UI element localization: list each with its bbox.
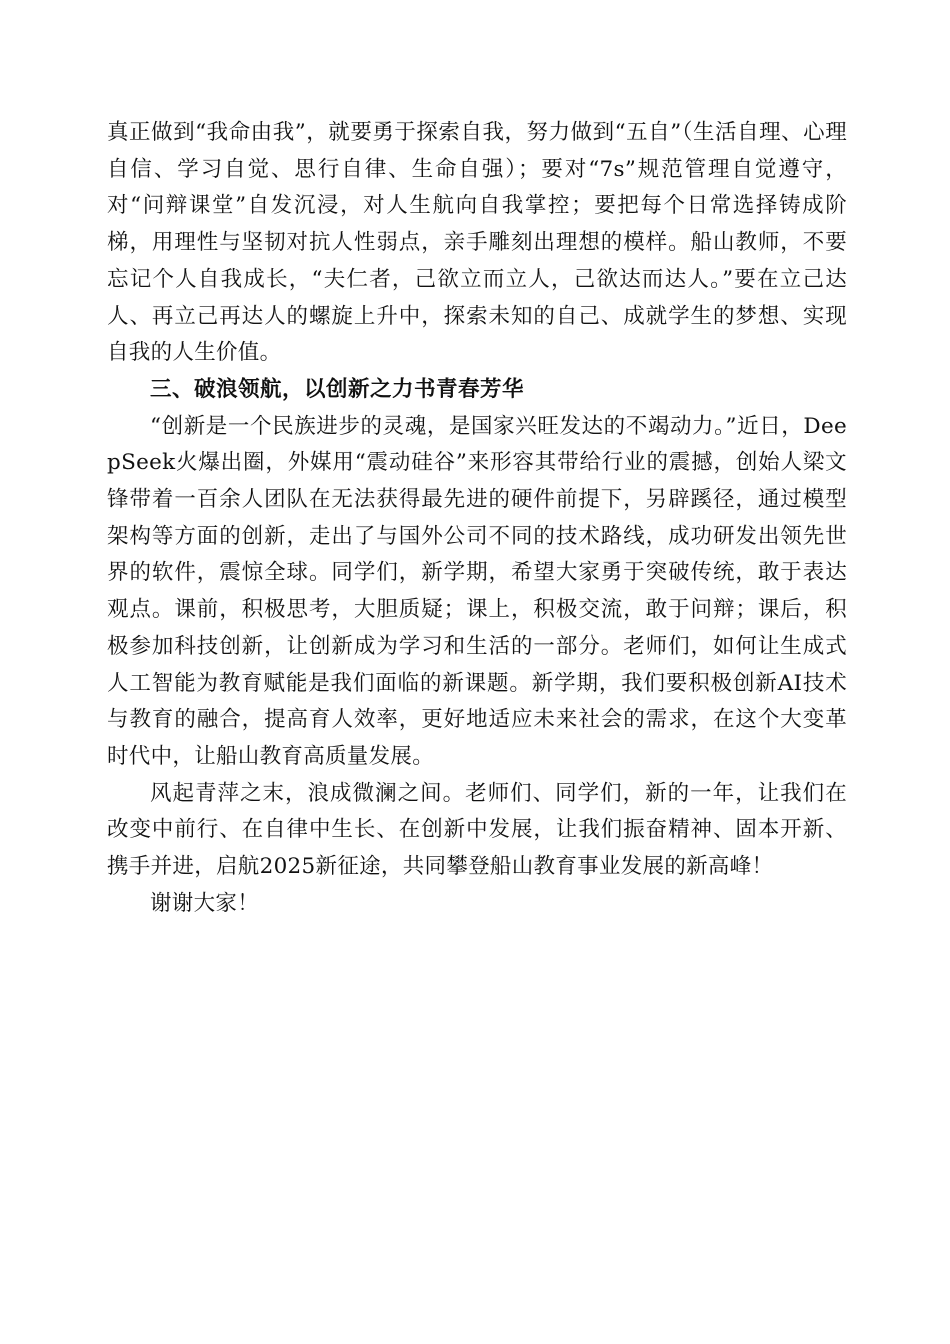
body-paragraph: 风起青萍之末，浪成微澜之间。老师们、同学们，新的一年，让我们在改变中前行、在自律中生长、在创新中发展，让我们振奋精神、固本开新、携手并进，启航2025新征途，共同攀登船山教育事业发展的新高峰！ [107,780,847,880]
body-paragraph: 真正做到“我命由我”，就要勇于探索自我，努力做到“五自”（生活自理、心理自信、学习自觉、思行自律、生命自强）；要对“7s”规范管理自觉遵守，对“问辩课堂”自发沉浸，对人生航向自我掌控；要把每个日常选择铸成阶梯，用理性与坚韧对抗人性弱点，亲手雕刻出理想的模样。船山教师，不要忘记个人自我成长，“夫仁者，己欲立而立人，己欲达而达人。”要在立己达人、再立己再达人的螺旋上升中，探索未知的自己、成就学生的梦想、实现自我的人生价值。 [107,120,847,366]
body-paragraph: “创新是一个民族进步的灵魂，是国家兴旺发达的不竭动力。”近日，DeepSeek火爆出圈，外媒用“震动硅谷”来形容其带给行业的震撼，创始人梁文锋带着一百余人团队在无法获得最先进的硬件前提下，另辟蹊径，通过模型架构等方面的创新，走出了与国外公司不同的技术路线，成功研发出领先世界的软件，震惊全球。同学们，新学期，希望大家勇于突破传统，敢于表达观点。课前，积极思考，大胆质疑；课上，积极交流，敢于问辩；课后，积极参加科技创新，让创新成为学习和生活的一部分。老师们，如何让生成式人工智能为教育赋能是我们面临的新课题。新学期，我们要积极创新AI技术与教育的融合，提高育人效率，更好地适应未来社会的需求，在这个大变革时代中，让船山教育高质量发展。 [107,413,847,769]
document-body [107,115,847,922]
closing-line: 谢谢大家！ [150,890,260,916]
section-heading: 三、破浪领航，以创新之力书青春芳华 [150,376,525,402]
